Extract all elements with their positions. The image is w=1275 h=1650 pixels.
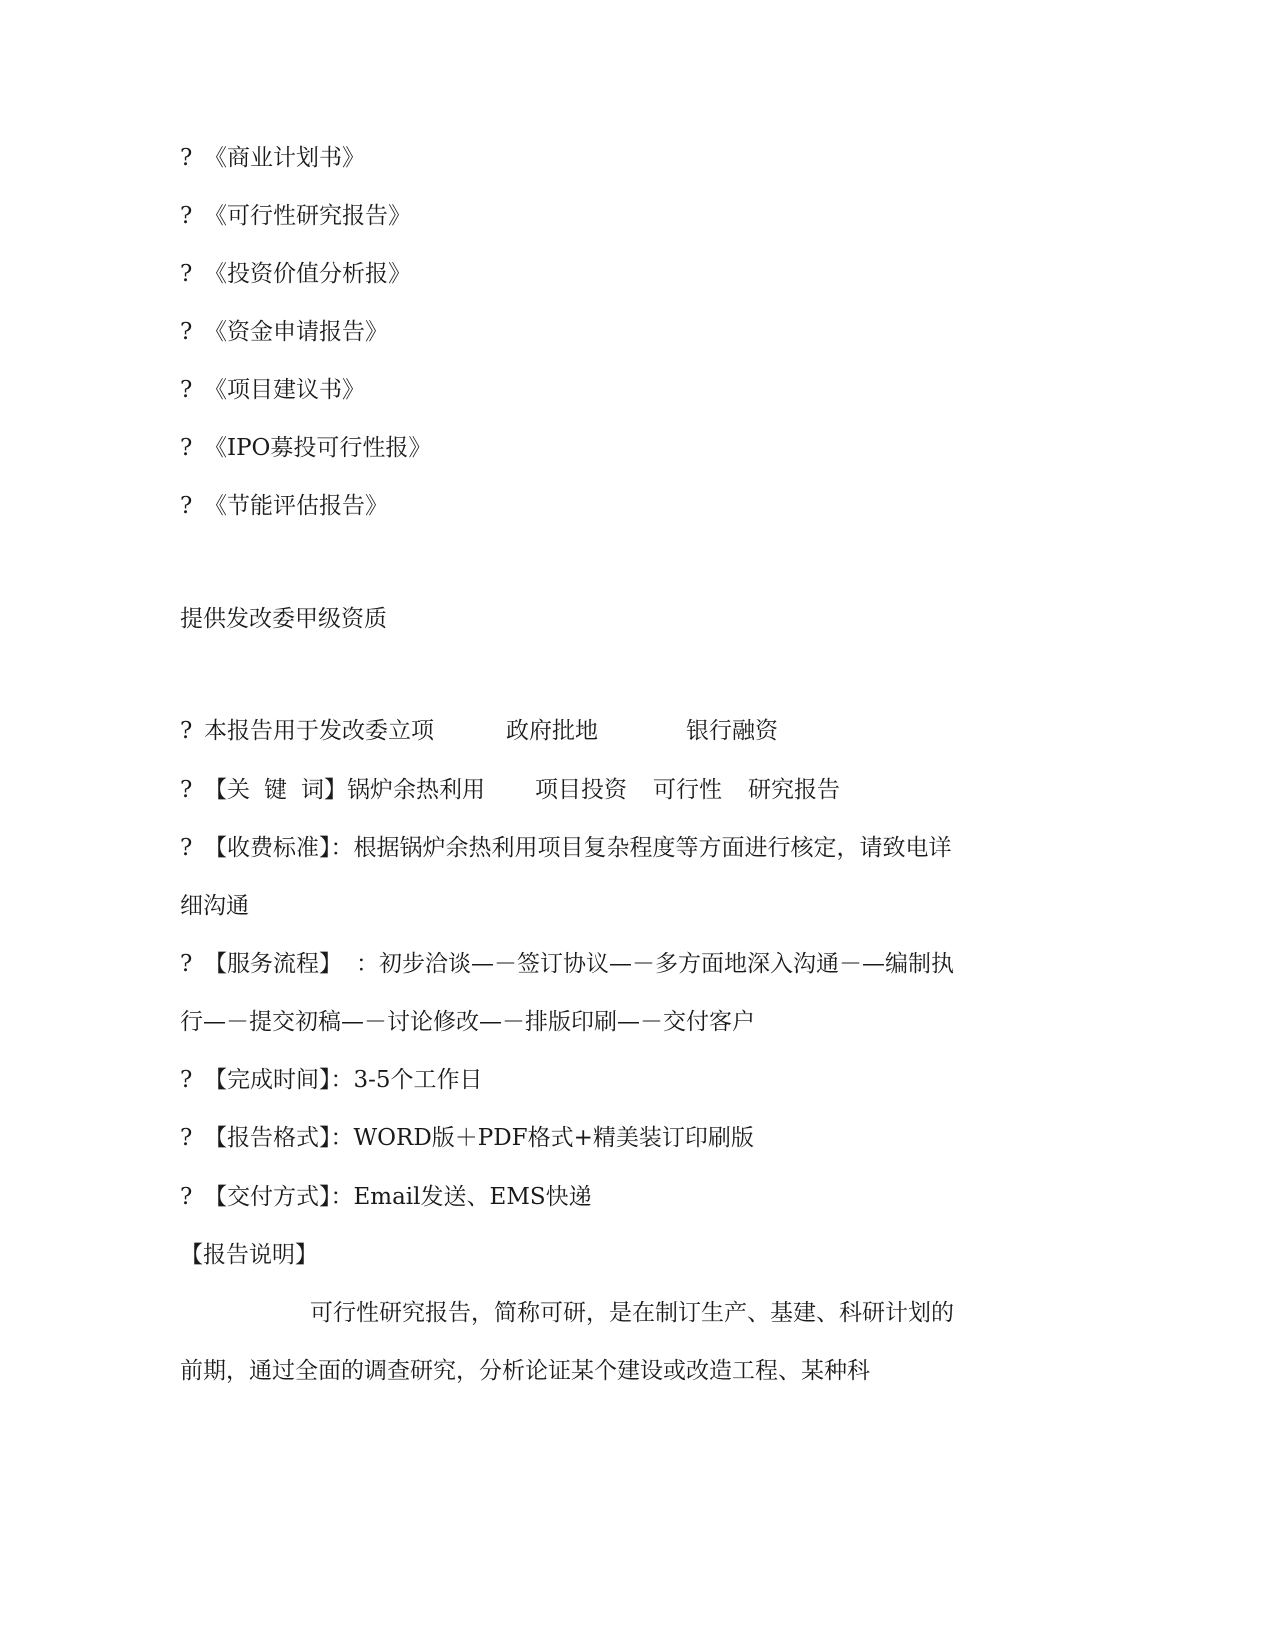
bullet-glyph: ? bbox=[180, 435, 193, 461]
list-item bbox=[180, 201, 411, 231]
bullet-glyph: ? bbox=[180, 377, 193, 403]
usage-prefix: 本报告用于发改委立项 bbox=[204, 718, 434, 744]
process-label: 【服务流程】 bbox=[204, 951, 342, 977]
process-line-continued: 行—－提交初稿—－讨论修改—－排版印刷—－交付客户 bbox=[180, 1009, 755, 1035]
completion-time-text: 【完成时间】：3-5个工作日 bbox=[204, 1067, 483, 1093]
report-type-label: 《商业计划书》 bbox=[204, 145, 365, 171]
bullet-glyph: ? bbox=[180, 145, 193, 171]
report-format-text: 【报告格式】：WORD版＋PDF格式+精美装订印刷版 bbox=[204, 1125, 754, 1151]
keywords-label: 键 bbox=[264, 777, 287, 803]
bullet-glyph: ? bbox=[180, 261, 193, 287]
list-item bbox=[180, 317, 388, 347]
paragraph-line: 前期，通过全面的调查研究，分析论证某个建设或改造工程、某种科 bbox=[180, 1358, 870, 1384]
bullet-glyph: ? bbox=[180, 1067, 193, 1093]
bullet-glyph: ? bbox=[180, 1125, 193, 1151]
usage-item: 银行融资 bbox=[686, 718, 778, 744]
report-type-label: 《IPO募投可行性报》 bbox=[204, 435, 432, 461]
paragraph-text: 可行性研究报告，简称可研，是在制订生产、基建、科研计划的 bbox=[310, 1300, 954, 1326]
usage-line bbox=[180, 716, 778, 746]
keyword: 研究报告 bbox=[748, 777, 840, 803]
report-type-label: 《节能评估报告》 bbox=[204, 493, 388, 519]
list-item bbox=[180, 259, 411, 289]
report-type-label: 《资金申请报告》 bbox=[204, 319, 388, 345]
report-type-label: 《项目建议书》 bbox=[204, 377, 365, 403]
report-format-line bbox=[180, 1123, 754, 1153]
process-line bbox=[180, 949, 954, 979]
keywords-label: 词】 bbox=[301, 777, 347, 803]
bullet-glyph: ? bbox=[180, 319, 193, 345]
delivery-line bbox=[180, 1182, 592, 1212]
section-heading: 【报告说明】 bbox=[180, 1242, 318, 1268]
bullet-glyph: ? bbox=[180, 203, 193, 229]
delivery-text: 【交付方式】：Email发送、EMS快递 bbox=[204, 1184, 592, 1210]
keywords-label: 【关 bbox=[204, 777, 250, 803]
completion-time-line bbox=[180, 1065, 483, 1095]
process-text: ：初步洽谈—－签订协议—－多方面地深入沟通－—编制执 bbox=[356, 951, 954, 977]
keywords-line bbox=[180, 775, 840, 805]
bullet-glyph: ? bbox=[180, 951, 193, 977]
list-item bbox=[180, 375, 365, 405]
list-item bbox=[180, 491, 388, 521]
report-type-label: 《可行性研究报告》 bbox=[204, 203, 411, 229]
list-item bbox=[180, 433, 431, 463]
paragraph-line bbox=[180, 1298, 954, 1328]
bullet-glyph: ? bbox=[180, 835, 193, 861]
bullet-glyph: ? bbox=[180, 1184, 193, 1210]
qualification-text: 提供发改委甲级资质 bbox=[180, 606, 387, 632]
fee-line bbox=[180, 833, 952, 863]
fee-text: 【收费标准】：根据锅炉余热利用项目复杂程度等方面进行核定，请致电详 bbox=[204, 835, 952, 861]
fee-line-continued: 细沟通 bbox=[180, 893, 249, 919]
keyword: 可行性 bbox=[653, 777, 722, 803]
bullet-glyph: ? bbox=[180, 493, 193, 519]
keyword: 锅炉余热利用 bbox=[347, 777, 485, 803]
list-item bbox=[180, 143, 365, 173]
keyword: 项目投资 bbox=[535, 777, 627, 803]
bullet-glyph: ? bbox=[180, 718, 193, 744]
usage-item: 政府批地 bbox=[506, 718, 598, 744]
report-type-label: 《投资价值分析报》 bbox=[204, 261, 411, 287]
bullet-glyph: ? bbox=[180, 777, 193, 803]
